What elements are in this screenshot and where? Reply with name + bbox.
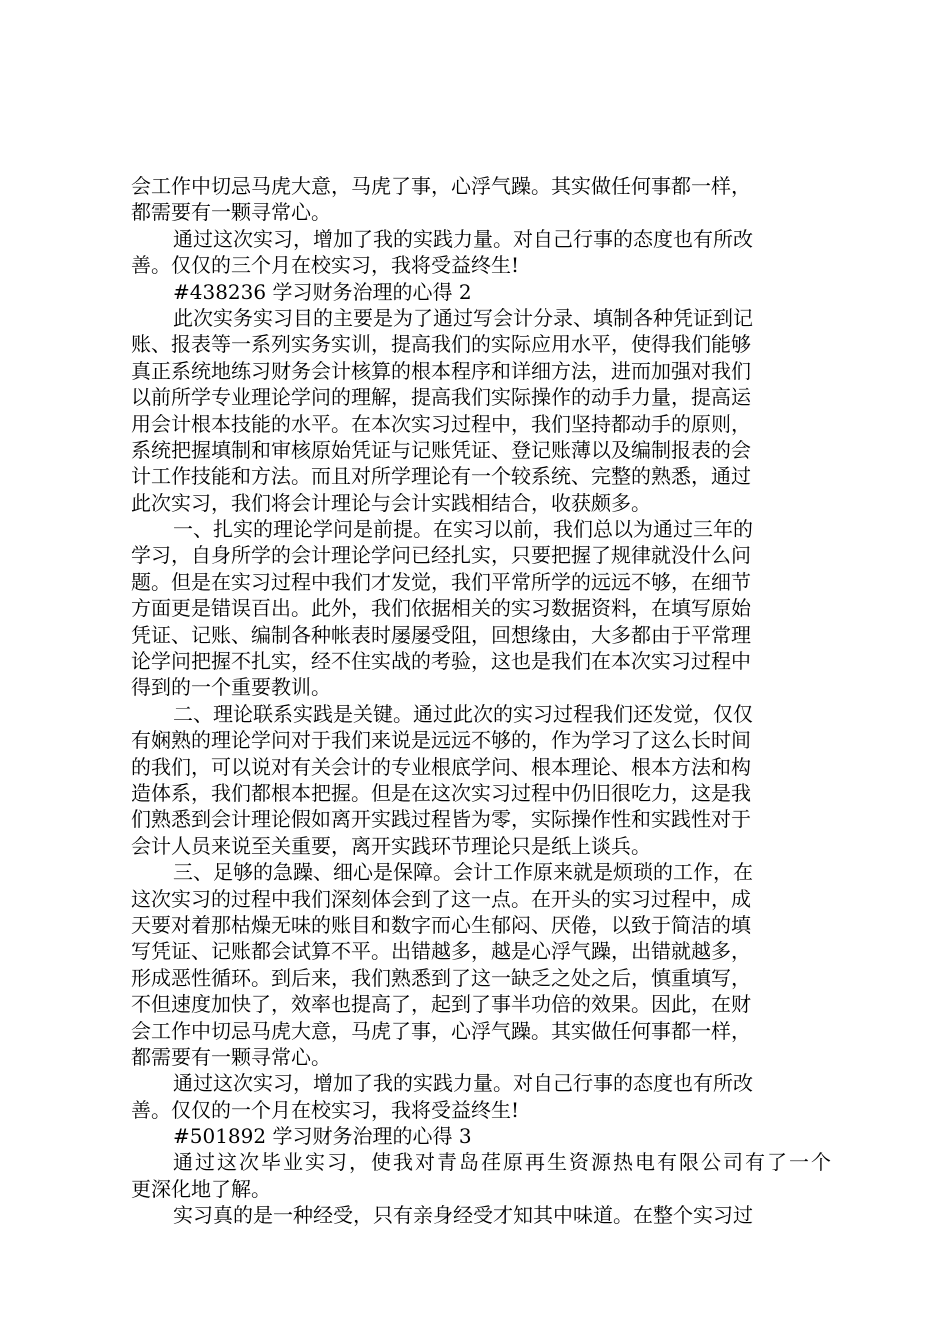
text-line: 不但速度加快了，效率也提高了，起到了事半功倍的效果。因此，在财 — [131, 992, 751, 1017]
text-line: 通过这次实习，增加了我的实践力量。对自己行事的态度也有所改 — [173, 226, 753, 251]
text-line: 天要对着那枯燥无味的账目和数字而心生郁闷、厌倦，以致于简洁的填 — [131, 912, 751, 937]
text-line: 会计人员来说至关重要，离开实践环节理论只是纸上谈兵。 — [131, 833, 651, 858]
text-line: 此次实务实习目的主要是为了通过写会计分录、填制各种凭证到记 — [173, 305, 753, 330]
text-line: 形成恶性循环。到后来，我们熟悉到了这一缺乏之处之后，慎重填写， — [131, 965, 751, 990]
text-line: 们熟悉到会计理论假如离开实践过程皆为零，实际操作性和实践性对于 — [131, 807, 751, 832]
text-line: 都需要有一颗寻常心。 — [131, 200, 331, 225]
text-line: 写凭证、记账都会试算不平。出错越多，越是心浮气躁，出错就越多， — [131, 939, 751, 964]
text-line: 有娴熟的理论学问对于我们来说是远远不够的，作为学习了这么长时间 — [131, 728, 751, 753]
text-line: 账、报表等一系列实务实训，提高我们的实际应用水平，使得我们能够 — [131, 332, 751, 357]
text-line: 真正系统地练习财务会计核算的根本程序和详细方法，进而加强对我们 — [131, 358, 751, 383]
document-body — [131, 173, 831, 1229]
text-line: 会工作中切忌马虎大意，马虎了事，心浮气躁。其实做任何事都一样， — [131, 174, 751, 198]
text-line: 二、理论联系实践是关键。通过此次的实习过程我们还发觉，仅仅 — [173, 701, 753, 726]
text-line: 会工作中切忌马虎大意，马虎了事，心浮气躁。其实做任何事都一样， — [131, 1018, 751, 1043]
text-line: 都需要有一颗寻常心。 — [131, 1044, 331, 1069]
text-line: 三、足够的急躁、细心是保障。会计工作原来就是烦琐的工作，在 — [173, 860, 753, 885]
text-line: 以前所学专业理论学问的理解，提高我们实际操作的动手力量，提高运 — [131, 385, 751, 410]
text-line: 此次实习，我们将会计理论与会计实践相结合，收获颇多。 — [131, 490, 651, 515]
text-line: 通过这次实习，增加了我的实践力量。对自己行事的态度也有所改 — [173, 1071, 753, 1096]
text-line: 论学问把握不扎实，经不住实战的考验，这也是我们在本次实习过程中 — [131, 649, 751, 674]
text-line: 更深化地了解。 — [131, 1176, 271, 1201]
text-line: 系统把握填制和审核原始凭证与记账凭证、登记账薄以及编制报表的会 — [131, 437, 751, 462]
section-heading: #438236 学习财务治理的心得 2 — [173, 279, 472, 304]
text-line: 用会计根本技能的水平。在本次实习过程中，我们坚持都动手的原则， — [131, 411, 751, 436]
text-line: 的我们，可以说对有关会计的专业根底学问、根本理论、根本方法和构 — [131, 754, 751, 779]
text-line: 这次实习的过程中我们深刻体会到了这一点。在开头的实习过程中，成 — [131, 886, 751, 911]
text-line: 学习，自身所学的会计理论学问已经扎实，只要把握了规律就没什么问 — [131, 543, 751, 568]
text-line: 计工作技能和方法。而且对所学理论有一个较系统、完整的熟悉，通过 — [131, 464, 751, 489]
text-line: 一、扎实的理论学问是前提。在实习以前，我们总以为通过三年的 — [173, 517, 753, 542]
text-line: 通过这次毕业实习，使我对青岛荏原再生资源热电有限公司有了一个 — [173, 1150, 833, 1175]
section-heading: #501892 学习财务治理的心得 3 — [173, 1124, 472, 1149]
text-line: 凭证、记账、编制各种帐表时屡屡受阻，回想缘由，大多都由于平常理 — [131, 622, 751, 647]
text-line: 造体系，我们都根本把握。但是在这次实习过程中仍旧很吃力，这是我 — [131, 780, 751, 805]
text-line: 题。但是在实习过程中我们才发觉，我们平常所学的远远不够，在细节 — [131, 569, 751, 594]
text-line: 方面更是错误百出。此外，我们依据相关的实习数据资料，在填写原始 — [131, 596, 751, 621]
text-line: 善。仅仅的三个月在校实习，我将受益终生! — [131, 253, 520, 278]
text-line: 实习真的是一种经受，只有亲身经受才知其中味道。在整个实习过 — [173, 1203, 753, 1228]
text-line: 善。仅仅的一个月在校实习，我将受益终生! — [131, 1097, 520, 1122]
text-line: 得到的一个重要教训。 — [131, 675, 331, 700]
